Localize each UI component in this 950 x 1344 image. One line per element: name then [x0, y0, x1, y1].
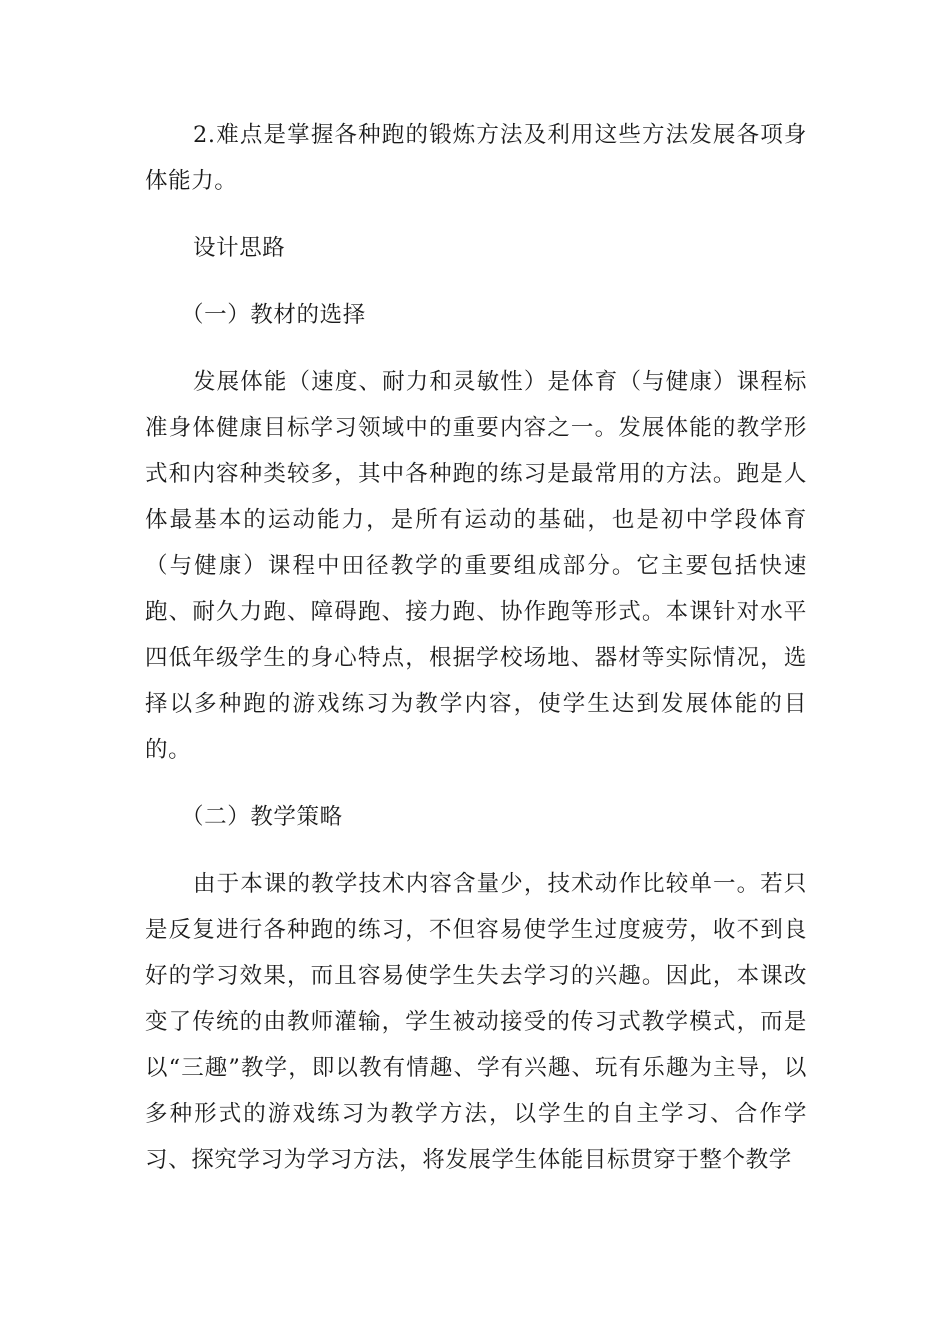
difficulty-paragraph: 2.难点是掌握各种跑的锻炼方法及利用这些方法发展各项身体能力。	[145, 122, 807, 194]
section-1-paragraph: 发展体能（速度、耐力和灵敏性）是体育（与健康）课程标准身体健康目标学习领域中的重要内容之一。发展体能的教学形式和内容种类较多，其中各种跑的练习是最常用的方法。跑是人体最基本的运动能力，是所有运动的基础，也是初中学段体育（与健康）课程中田径教学的重要组成部分。它主要包括快速跑、耐久力跑、障碍跑、接力跑、协作跑等形式。本课针对水平四低年级学生的身心特点，根据学校场地、器材等实际情况，选择以多种跑的游戏练习为教学内容，使学生达到发展体能的目的。	[145, 369, 807, 763]
section-1-heading: （一）教材的选择	[181, 302, 366, 328]
document-body	[145, 112, 807, 1204]
design-heading: 设计思路	[193, 235, 286, 261]
section-2-heading: （二）教学策略	[181, 804, 343, 830]
section-2-paragraph: 由于本课的教学技术内容含量少，技术动作比较单一。若只是反复进行各种跑的练习，不但容易使学生过度疲劳，收不到良好的学习效果，而且容易使学生失去学习的兴趣。因此，本课改变了传统的由教师灌输，学生被动接受的传习式教学模式，而是以“三趣”教学，即以教有情趣、学有兴趣、玩有乐趣为主导，以多种形式的游戏练习为教学方法，以学生的自主学习、合作学习、探究学习为学习方法，将发展学生体能目标贯穿于整个教学	[145, 871, 807, 1173]
